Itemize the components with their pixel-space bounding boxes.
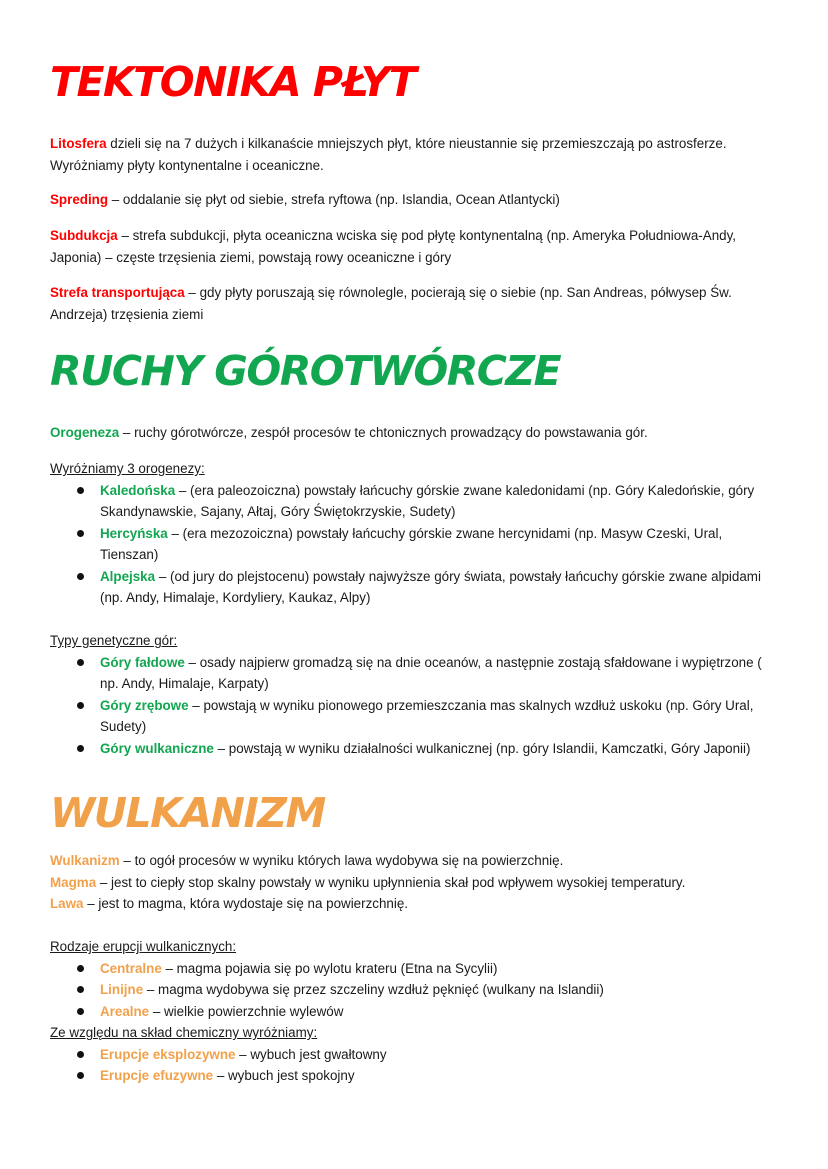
definition-orogeneza: – ruchy górotwórcze, zespół procesów te chtonicznych prowadzący do powstawania gór. [119,425,648,440]
section-tektonika [50,58,780,106]
definition-spreding: – oddalanie się płyt od siebie, strefa ryftowa (np. Islandia, Ocean Atlantycki) [108,192,560,207]
term-spreding: Spreding [50,192,109,207]
term-wulkanizm: Wulkanizm [50,853,120,868]
orogeny-block [50,458,780,609]
term-gory-faldowe: Góry fałdowe [100,654,185,670]
list-item-text: – wybuch jest gwałtowny [235,1046,387,1062]
list-item-text: – osady najpierw gromadzą się na dnie oceanów, a następnie zostają sfałdowane i wypiętrzone ( np. Andy, Himalaje, Karpaty) [100,654,762,691]
definition-litosfera: dzieli się na 7 dużych i kilkanaście mniejszych płyt, które nieustannie się przemieszczają po astrosferze. Wyróżniamy płyty kontynentalne i oceaniczne. [50,136,727,173]
definition-subdukcja: – strefa subdukcji, płyta oceaniczna wciska się pod płytę kontynentalną (np. Ameryka Południowa-Andy, Japonia) – częste trzęsienia ziemi, powstają rowy oceaniczne i góry [50,228,737,265]
paragraph-litosfera [50,133,780,176]
term-lawa: Lawa [50,896,84,911]
term-subdukcja: Subdukcja [50,228,118,243]
term-linijne: Linijne [100,982,144,997]
mountain-types-block [50,630,780,759]
list-item [50,1065,780,1087]
term-gory-zrebowe: Góry zrębowe [100,697,189,713]
list-item-text: – (era mezozoiczna) powstały łańcuchy górskie zwane hercynidami (np. Masyw Czeski, Ural, Tienszan) [100,525,723,562]
term-erupcje-efuzywne: Erupcje efuzywne [100,1068,214,1083]
paragraph-strefa-transportujaca [50,282,780,325]
list-item-text: – wielkie powierzchnie wylewów [149,1003,344,1019]
definition-lawa: – jest to magma, która wydostaje się na powierzchnię. [83,896,409,911]
term-erupcje-eksplozywne: Erupcje eksplozywne [100,1046,236,1062]
term-orogeneza: Orogeneza [50,425,120,440]
section-title-tektonika: TEKTONIKA PŁYT [50,58,416,106]
section-title-ruchy: RUCHY GÓROTWÓRCZE [50,347,561,395]
chem-list [50,1044,780,1087]
term-centralne: Centralne [100,960,162,976]
definition-magma: – jest to ciepły stop skalny powstały w wyniku upłynnienia skał pod wpływem wysokiej temperatury. [96,874,686,890]
list-item-text: – powstają w wyniku pionowego przemieszczania mas skalnych wzdłuż uskoku (np. Góry Ural, Sudety) [100,697,754,734]
list-item-text: – magma wydobywa się przez szczeliny wzdłuż pęknięć (wulkany na Islandii) [143,982,604,997]
eruptions-label: Rodzaje erupcji wulkanicznych: [50,939,237,954]
paragraph-orogeneza [50,422,780,444]
list-item [50,979,780,1001]
list-item [50,652,780,695]
list-item-text: – (od jury do plejstocenu) powstały najwyższe góry świata, powstały łańcuchy górskie zwane alpidami (np. Andy, Himalaje, Kordyliery, Kaukaz, Alpy) [100,568,761,605]
term-hercynska: Hercyńska [100,525,168,541]
list-item [50,523,780,566]
chem-label: Ze względu na skład chemiczny wyróżniamy: [50,1025,318,1040]
term-kaledonska: Kaledońska [100,482,176,498]
section-title-wulkanizm: WULKANIZM [50,789,325,837]
mountain-types-list [50,652,780,760]
paragraph-spreding [50,189,780,211]
orogeny-list-label: Wyróżniamy 3 orogenezy: [50,461,205,476]
term-litosfera: Litosfera [50,136,107,151]
list-item [50,738,780,760]
eruptions-block [50,936,780,1087]
mountain-types-label: Typy genetyczne gór: [50,633,178,648]
paragraph-subdukcja [50,225,780,268]
list-item [50,958,780,980]
term-arealne: Arealne [100,1003,150,1019]
orogeny-list [50,480,780,609]
section-wulkanizm [50,789,780,837]
list-item-text: – (era paleozoiczna) powstały łańcuchy górskie zwane kaledonidami (np. Góry Kaledońskie, góry Skandynawskie, Sajany, Ałtaj, Góry Świętokrzyskie, Sudety) [100,482,755,519]
list-item [50,1044,780,1066]
eruptions-list [50,958,780,1023]
list-item [50,695,780,738]
definition-strefa-transportujaca: – gdy płyty poruszają się równolegle, pocierają się o siebie (np. San Andreas, półwysep Św. Andrzeja) trzęsienia ziemi [50,285,732,322]
list-item [50,1001,780,1023]
list-item-text: – magma pojawia się po wylotu krateru (Etna na Sycylii) [161,960,498,976]
term-strefa-transportujaca: Strefa transportująca [50,285,185,300]
term-gory-wulkaniczne: Góry wulkaniczne [100,740,214,756]
definitions-block [50,850,780,915]
list-item [50,480,780,523]
definition-wulkanizm: – to ogół procesów w wyniku których lawa wydobywa się na powierzchnię. [119,853,564,868]
section-ruchy [50,347,780,395]
term-magma: Magma [50,874,97,890]
term-alpejska: Alpejska [100,568,156,584]
list-item [50,566,780,609]
list-item-text: – powstają w wyniku działalności wulkanicznej (np. góry Islandii, Kamczatki, Góry Japonii) [213,740,751,756]
list-item-text: – wybuch jest spokojny [213,1068,355,1083]
